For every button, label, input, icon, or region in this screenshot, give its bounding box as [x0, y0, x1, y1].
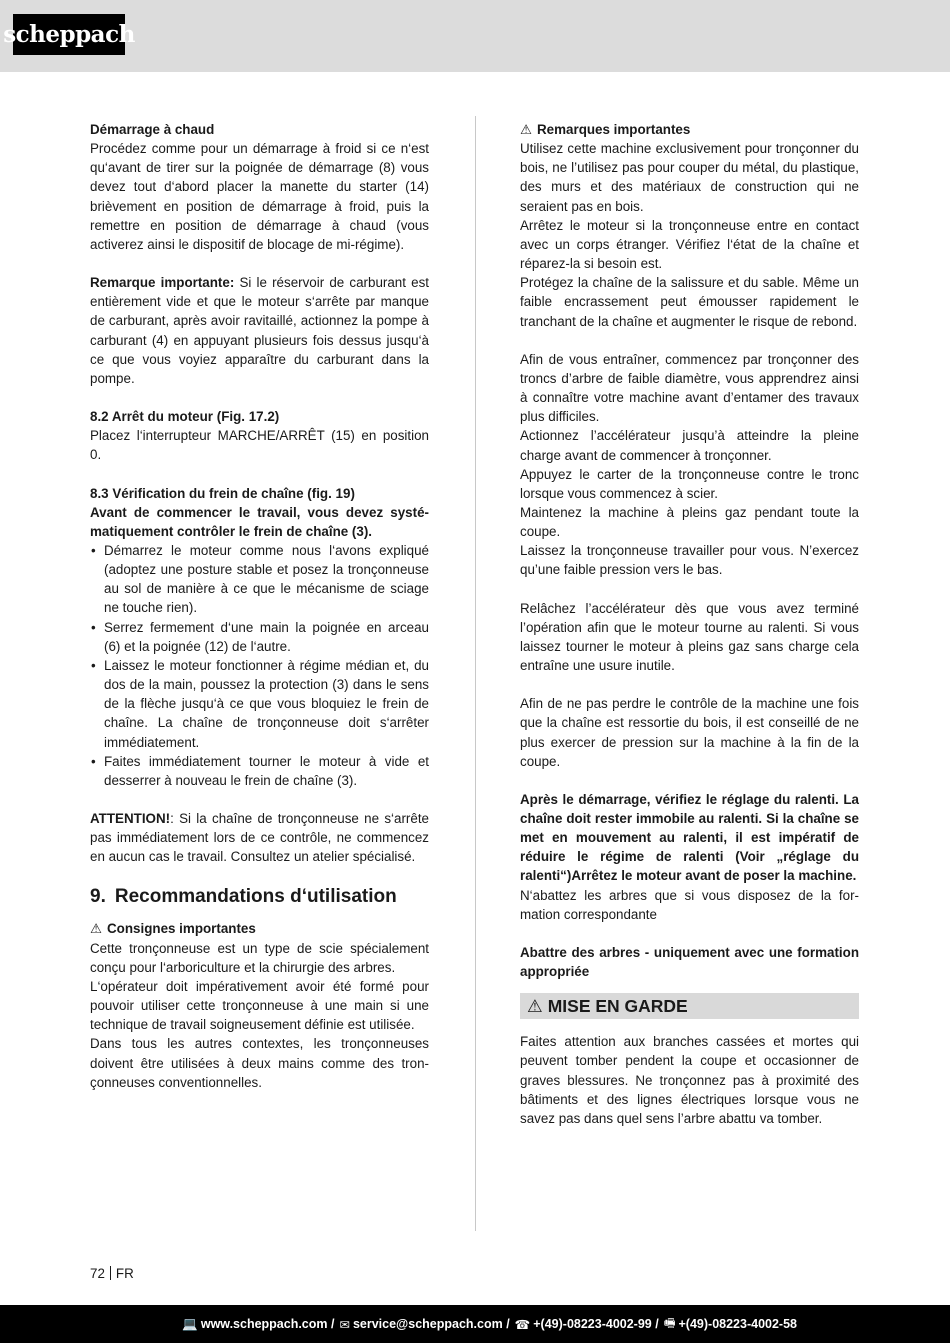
page-header — [0, 0, 950, 72]
remarques-text: Protégez la chaîne de la salissure et du sable. Même un faible encrassement peut émousser rapidement le tranchant de la chaîne et augmenter le risque de rebond. — [520, 275, 859, 329]
list-item: • Faites immédiatement tourner le moteur à vide et desserrer à nouveau le frein de chaîne (3). — [90, 752, 429, 790]
mail-icon: ✉ — [339, 1317, 350, 1332]
warning-title: MISE EN GARDE — [547, 995, 688, 1016]
remark-text: Si le réservoir de carburant est entièrement vide et que le moteur s‘arrête par manque de carburant, après avoir ravitaillé, actionnez la pompe à carburant (4) en appuyant plusieurs fois dessus jusqu‘à ce que vous voyiez apparaître du carburant dans la pompe. — [90, 275, 429, 386]
warning-triangle-icon: ⚠ — [520, 122, 533, 137]
remarques-heading — [520, 120, 859, 139]
remarques-text: Arrêtez le moteur si la tronçonneuse entre en contact avec un corps étranger. Vérifiez l‘état de la chaîne et réparez-la si besoin est. — [520, 217, 859, 272]
idle-text: N‘abattez les arbres que si vous disposez de la formation correspondante — [520, 887, 859, 922]
chain-brake-steps — [90, 541, 429, 790]
training-text: Actionnez l’accélérateur jusqu’à atteindre la pleine charge avant de commencer à tronçonner. — [520, 428, 859, 463]
brand-logo: scheppach — [13, 14, 125, 55]
column-divider — [475, 116, 476, 1231]
section-number: 9. — [90, 886, 106, 908]
warning-box — [520, 993, 859, 1019]
page-footer — [0, 1305, 950, 1343]
remark-paragraph — [90, 273, 429, 388]
warning-text: Faites attention aux branches cassées et mortes qui peuvent tomber pendent la coupe et occasionner de graves blessures. Ne tronçonnez pas à proximité des bâtiments et des lignes électriques lorsque vous ne savez pas dans quel sens l’arbre abattu va tomber. — [520, 1034, 859, 1126]
remarques-heading-text: Remarques importantes — [537, 122, 691, 137]
footer-phone: +(49)-08223-4002-99 / — [533, 1317, 659, 1331]
section-9-heading — [90, 880, 429, 919]
section-title: Recommandations d‘utilisation — [114, 886, 397, 908]
section-8-3-heading: 8.3 Vérification du frein de chaîne (fig. 19) — [90, 485, 355, 501]
release-text: Relâchez l’accélérateur dès que vous avez terminé l’opération afin que le moteur tourne au ralenti. Si vous laissez tourner le moteur à pleins gaz sans charge cela entraîne une usure inutile. — [520, 600, 859, 674]
attention-paragraph — [90, 809, 429, 866]
warning-triangle-icon: ⚠ — [90, 921, 103, 937]
left-column — [90, 120, 429, 1092]
training-text: Maintenez la machine à pleins gaz pendant toute la coupe. — [520, 504, 859, 540]
remarques-text: Utilisez cette machine exclusivement pour tronçonner du bois, ne l’utilisez pas pour couper du métal, du plastique, des murs et des matériaux de construction qui ne seraient pas en bois. — [520, 141, 859, 214]
section-8-2-text: Placez l‘interrupteur MARCHE/ARRÊT (15) en position 0. — [90, 428, 429, 463]
footer-web[interactable]: www.scheppach.com / — [200, 1317, 335, 1331]
training-text: Laissez la tronçonneuse travailler pour vous. N’exercez qu’une faible pression vers le bas. — [520, 543, 859, 578]
list-item: • Laissez le moteur fonctionner à régime médian et, du dos de la main, poussez la protection (3) dans le sens de la flèche jusqu‘à ce que vous bloquiez le frein de chaîne. La chaîne de tronçonneuse doit s‘arrêter immédiatement. — [90, 656, 429, 752]
computer-icon: 💻 — [182, 1316, 198, 1331]
training-text: Appuyez le carter de la tronçonneuse contre le tronc lorsque vous commencez à scier. — [520, 466, 859, 501]
attention-label: ATTENTION! — [90, 811, 171, 826]
footer-fax: +(49)-08223-4002-58 — [678, 1317, 797, 1331]
section-8-3-intro: Avant de commencer le travail, vous devez systématiquement contrôler le frein de chaîne (3). — [90, 504, 429, 539]
training-text: Afin de vous entraîner, commencez par tronçonner des troncs d’arbre de faible diamètre, vous apprendrez ainsi à connaître votre machine avant d’entamer des travaux plus difficiles. — [520, 351, 859, 425]
footer-mail[interactable]: service@scheppach.com / — [352, 1317, 510, 1331]
consignes-heading — [90, 919, 429, 938]
remark-label: Remarque importante: — [90, 275, 235, 291]
consignes-text: L‘opérateur doit impérativement avoir été formé pour pouvoir utiliser cette tronçonneuse à une main si une technique de travail soigneusement définie est utilisée. — [90, 978, 429, 1033]
list-item: • Démarrez le moteur comme nous l‘avons expliqué (adoptez une posture stable et posez la tronçonneuse au sol de manière à ce que le mécanisme de sciage ne touche rien). — [90, 541, 429, 618]
warning-triangle-icon: ⚠ — [527, 995, 543, 1016]
idle-warning: Après le démarrage, vérifiez le réglage du ralenti. La chaîne doit rester immobile au ralenti. Si la chaîne se met en mouvement au ralenti, il est impératif de réduire le régime de ralenti (Voir „réglage du ralenti“)Arrêtez le moteur avant de poser la machine. — [520, 791, 859, 884]
page-language: FR — [115, 1266, 134, 1281]
list-item: • Serrez fermement d‘une main la poignée en arceau (6) et la poignée (12) de l‘autre. — [90, 618, 429, 656]
page-number-value: 72 — [90, 1266, 105, 1281]
phone-icon: ☎ — [514, 1317, 531, 1332]
fax-icon: 🖷 — [663, 1315, 676, 1330]
consignes-text: Dans tous les autres contextes, les tronçonneuses doivent être utilisées à deux mains comme des tronçonneuses conventionnelles. — [90, 1036, 429, 1090]
consignes-text: Cette tronçonneuse est un type de scie spécialement conçu pour l‘arboriculture et la chirurgie des arbres. — [90, 940, 429, 975]
page-number — [90, 1266, 134, 1281]
right-column — [520, 120, 859, 1128]
warm-start-heading: Démarrage à chaud — [90, 122, 215, 137]
felling-heading: Abattre des arbres - uniquement avec une formation appropriée — [520, 944, 859, 980]
attention-text: : Si la chaîne de tronçonneuse ne s‘arrête pas immédiatement lors de ce contrôle, ne commencez en aucun cas le travail. Consultez un atelier spécialisé. — [90, 811, 429, 865]
warm-start-text: Procédez comme pour un démarrage à froid si ce n‘est qu‘avant de tirer sur la poignée de démarrage (8) vous devez tout d‘abord placer la manette du starter (14) brièvement en position de démarrage à froid, puis la remettre en position de démarrage à chaud (vous activerez ainsi le dispositif de blocage de mi-régime). — [90, 141, 429, 252]
section-8-2-heading: 8.2 Arrêt du moteur (Fig. 17.2) — [90, 409, 280, 425]
consignes-heading-text: Consignes importantes — [107, 921, 256, 937]
control-text: Afin de ne pas perdre le contrôle de la machine une fois que la chaîne est ressortie du bois, il est conseillé de ne plus exercer de pression sur la machine à la fin de la coupe. — [520, 696, 859, 769]
